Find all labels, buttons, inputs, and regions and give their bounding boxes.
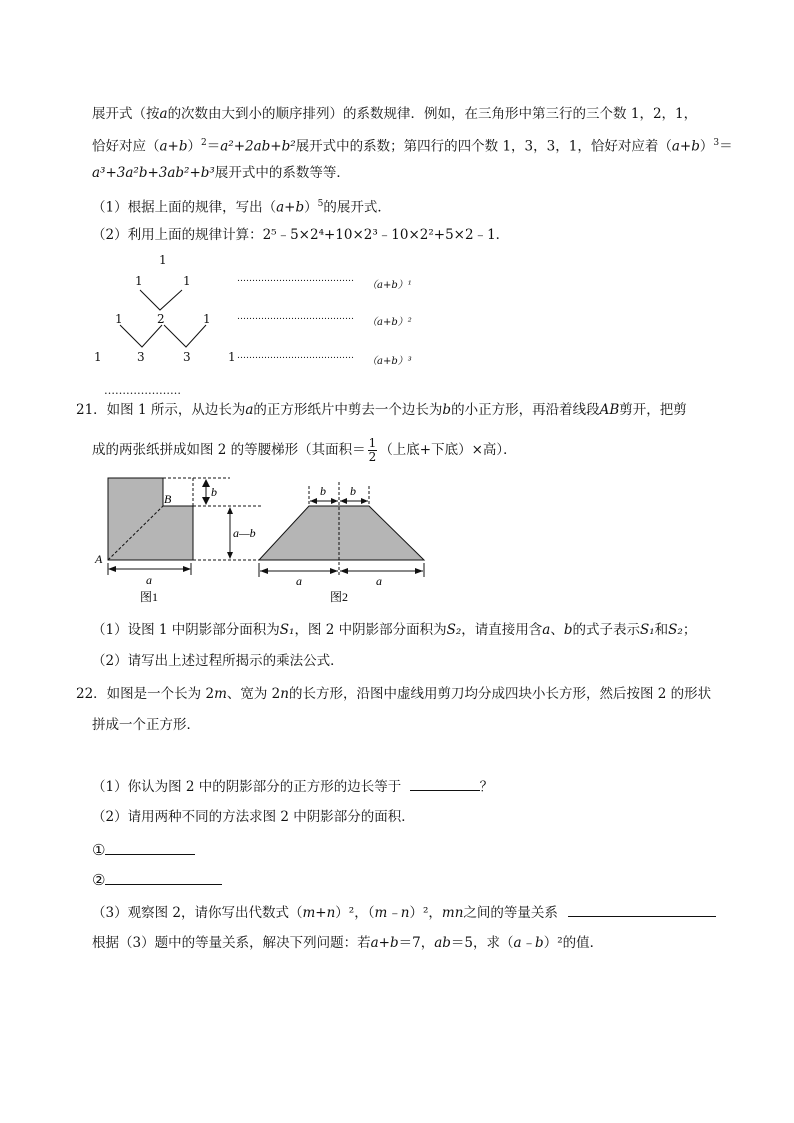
var-b: b [442, 402, 452, 418]
tri-r3-c1: 1 [115, 312, 123, 326]
var-ab: a+b [276, 199, 305, 216]
text: 21．如图 1 所示，从边长为 [76, 402, 246, 418]
text: ＝ [719, 138, 733, 155]
text: 展开式（按 [92, 106, 160, 122]
text: （2）请用两种不同的方法求图 2 中阴影部分的面积． [92, 809, 415, 825]
var-n: n [280, 686, 289, 702]
circled-one: ① [92, 841, 106, 859]
label-ab-2: （a+b）² [367, 317, 412, 328]
fig2-a-left-head1 [260, 568, 268, 574]
circled-two: ② [92, 871, 106, 889]
text: ）²， [409, 905, 442, 921]
fig1-label-A: A [95, 552, 103, 566]
fig2-label-b-right: b [350, 484, 356, 498]
text: 剪开，把剪 [619, 402, 687, 418]
var-a: a [159, 106, 168, 122]
text: ）²的值． [543, 935, 604, 951]
fig2-a-right-head2 [415, 568, 423, 574]
q21-sub-1 [92, 620, 696, 640]
ellipsis-row: ………………… [104, 384, 181, 397]
expression: a²+2ab+b² [220, 138, 296, 155]
tri-r2-c2: 1 [183, 274, 191, 288]
text: 的长方形，沿图中虚线用剪刀均分成四块小长方形，然后按图 2 的形状 [288, 686, 712, 702]
text: （2）利用上面的规律计算：2⁵﹣5×2⁴+10×2³﹣10×2²+5×2﹣1． [92, 227, 510, 243]
text: 展开式中的系数等等． [214, 165, 350, 181]
fig1-caption: 图1 [140, 590, 159, 604]
fig2-b-left-head2 [331, 498, 338, 504]
answer-blank-relation[interactable] [568, 902, 716, 917]
var-mn: mn [441, 905, 464, 921]
text: （1）根据上面的规律，写出（ [92, 199, 277, 216]
var-a: a [245, 402, 254, 418]
q22-line-2 [92, 715, 200, 735]
tri-r4-c4: 1 [228, 350, 236, 364]
text: ，图 2 中阴影部分面积为 [294, 622, 447, 638]
fig2-caption: 图2 [330, 590, 349, 604]
text: 的正方形纸片中剪去一个边长为 [253, 402, 443, 418]
q22-part-2 [92, 807, 415, 827]
tri-r4-c3: 3 [183, 350, 191, 364]
exponent: 5 [317, 199, 324, 209]
text: （3）观察图 2，请你写出代数式（ [92, 905, 303, 921]
text: ） [187, 138, 202, 155]
text: 的展开式． [323, 199, 391, 216]
numerator: 1 [368, 436, 377, 450]
text: 之间的等量关系 [463, 905, 558, 921]
text: 、 [550, 622, 564, 638]
var-s2: S₂ [446, 622, 462, 638]
dots-row3: ………………………………… [237, 312, 354, 322]
var-s2: S₂ [668, 622, 683, 638]
fig1-arrow-amb-head-down [227, 552, 233, 559]
var-ab: ab [434, 935, 451, 951]
fig1-label-b: b [211, 485, 217, 499]
text: 的次数由大到小的顺序排列）的系数规律．例如，在三角形中第三行的三个数 1，2，1， [167, 106, 698, 122]
fig2-trapezoid [259, 506, 424, 560]
text: 恰好对应（ [92, 138, 160, 155]
var-amb: a﹣b [513, 935, 544, 951]
exponent: 2 [201, 138, 207, 148]
fig1-arrow-b-head-down [202, 497, 210, 505]
fig2-a-right-head1 [340, 568, 348, 574]
fig1-arrow-a-head-right [183, 566, 191, 572]
dots-row4: ………………………………… [237, 351, 354, 361]
var-mpn: m+n [302, 905, 336, 921]
text: 成的两张纸拼成如图 2 的等腰梯形（其面积＝ [92, 442, 366, 458]
text: （2）请写出上述过程所揭示的乘法公式． [92, 653, 344, 669]
q22-part-4 [92, 933, 603, 953]
text: 展开式中的系数；第四行的四个数 1，3，3，1，恰好对应着（ [295, 138, 672, 155]
q22-method-1 [92, 840, 195, 861]
fig1-label-a: a [146, 573, 152, 587]
text: ）²，（ [335, 905, 375, 921]
fig1-arrow-amb-head-up [227, 507, 233, 514]
var-s1: S₁ [640, 622, 655, 638]
tri-r1-c1: 1 [159, 253, 167, 267]
var-ab: a+b [671, 138, 700, 155]
fig2-b-right-head1 [340, 498, 347, 504]
fig2-b-right-head2 [361, 498, 368, 504]
expression: a³+3a²b+3ab²+b³ [92, 165, 215, 181]
text: ＝ [206, 138, 221, 155]
text: 拼成一个正方形． [92, 717, 200, 733]
label-ab-1: （a+b）¹ [367, 280, 412, 291]
fig2-a-left-head2 [330, 568, 338, 574]
text: （1）你认为图 2 中的阴影部分的正方形的边长等于 [92, 779, 402, 795]
text: ） [304, 199, 318, 216]
tri-r3-c2: 2 [157, 312, 165, 326]
denominator: 2 [368, 450, 377, 464]
answer-blank-method-2[interactable] [105, 870, 222, 885]
var-m: m [214, 686, 227, 702]
answer-blank-method-1[interactable] [105, 840, 195, 855]
tri-r4-c2: 3 [137, 350, 145, 364]
segment-ab: AB [599, 402, 620, 418]
text: 根据（3）题中的等量关系，解决下列问题：若 [92, 935, 371, 951]
q21-sub-2 [92, 651, 344, 671]
dots-row2: ………………………………… [237, 274, 354, 284]
text: 22．如图是一个长为 2 [76, 686, 215, 702]
fig2-label-a-left: a [296, 574, 302, 588]
text: ＝7， [398, 935, 435, 951]
q22-method-2 [92, 870, 222, 891]
text: ） [699, 138, 714, 155]
fig1-arrow-a-head-left [108, 566, 116, 572]
q22-part-1 [92, 776, 493, 797]
text: ＝5，求（ [450, 935, 514, 951]
tri-r2-c1: 1 [135, 274, 143, 288]
var-a: a [542, 622, 551, 638]
fig1-arrow-b-head-up [202, 479, 210, 487]
text: 、宽为 2 [226, 686, 281, 702]
fig1-label-B: B [164, 492, 172, 506]
text: ？ [479, 779, 494, 795]
var-apb: a+b [370, 935, 399, 951]
text: 的小正方形，再沿着线段 [451, 402, 600, 418]
answer-blank-side[interactable] [410, 776, 480, 791]
text: 和 [654, 622, 669, 638]
tri-r3-c3: 1 [203, 312, 211, 326]
var-ab: a+b [159, 138, 188, 155]
text: 的式子表示 [572, 622, 640, 638]
var-mmn: m﹣n [374, 905, 410, 921]
var-s1: S₁ [279, 622, 295, 638]
tri-r4-c1: 1 [94, 350, 102, 364]
fig2-b-left-head1 [310, 498, 317, 504]
label-ab-3: （a+b）³ [367, 356, 412, 367]
text: ； [682, 622, 697, 638]
fig2-label-b-left: b [320, 484, 326, 498]
fig1-label-amb: a—b [233, 526, 256, 540]
exponent: 3 [713, 138, 720, 148]
q22-line-1 [76, 684, 711, 704]
var-b: b [563, 622, 573, 638]
fig2-label-a-right: a [376, 574, 382, 588]
text: ，请直接用含 [461, 622, 543, 638]
text: （1）设图 1 中阴影部分面积为 [92, 622, 280, 638]
text: （上底+下底）×高）． [379, 442, 517, 458]
q22-part-3 [92, 902, 716, 923]
